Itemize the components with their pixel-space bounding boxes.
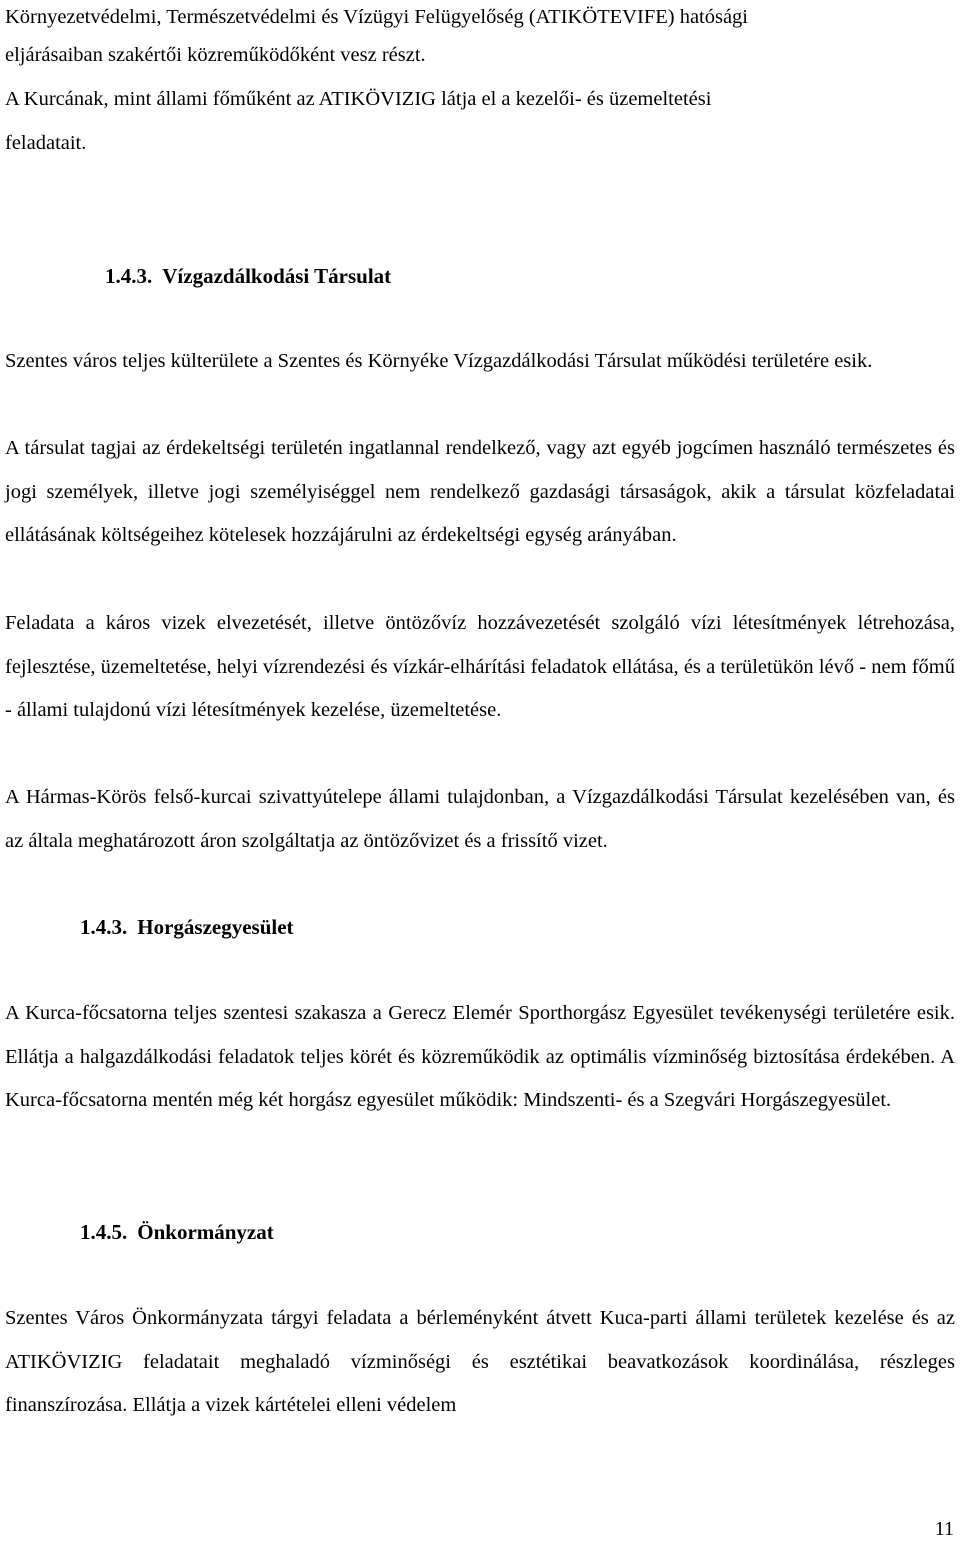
section-number: 1.4.3.	[80, 915, 128, 939]
section-heading	[105, 262, 391, 290]
section-number: 1.4.3.	[105, 264, 153, 288]
section-paragraph: A Hármas-Körös felső-kurcai szivattyútelepe állami tulajdonban, a Vízgazdálkodási Társulat kezelésében van, és az általa meghatározott áron szolgáltatja az öntözővizet és a frissítő vizet.	[5, 786, 955, 852]
intro-line-2: eljárásaiban szakértői közreműködőként vesz részt.	[5, 44, 426, 66]
section-title: Önkormányzat	[137, 1220, 274, 1244]
section-number: 1.4.5.	[80, 1220, 128, 1244]
intro-line-4: feladatait.	[5, 132, 87, 154]
section-paragraph: Szentes város teljes külterülete a Szentes és Környéke Vízgazdálkodási Társulat működési területére esik.	[5, 350, 873, 372]
section-title: Horgászegyesület	[137, 915, 294, 939]
section-paragraph: Feladata a káros vizek elvezetését, illetve öntözővíz hozzávezetését szolgáló vízi létesítmények létrehozása, fejlesztése, üzemeltetése, helyi vízrendezési és vízkár-elhárítási feladatok ellátása, és a területükön lévő - nem főmű - állami tulajdonú vízi létesítmények kezelése, üzemeltetése.	[5, 612, 955, 722]
section-paragraph: A Kurca-főcsatorna teljes szentesi szakasza a Gerecz Elemér Sporthorgász Egyesület tevékenységi területére esik. Ellátja a halgazdálkodási feladatok teljes körét és közreműködik az optimális vízminőség biztosítása érdekében. A Kurca-főcsatorna mentén még két horgász egyesület működik: Mindszenti- és a Szegvári Horgászegyesület.	[5, 1002, 955, 1112]
section-heading	[80, 913, 294, 941]
section-paragraph: A társulat tagjai az érdekeltségi területén ingatlannal rendelkező, vagy azt egyéb jogcímen használó természetes és jogi személyek, illetve jogi személyiséggel nem rendelkező gazdasági társaságok, akik a társulat közfeladatai ellátásának költségeihez kötelesek hozzájárulni az érdekeltségi egység arányában.	[5, 437, 955, 547]
section-heading	[80, 1218, 274, 1246]
intro-line-3: A Kurcának, mint állami főműként az ATIKÖVIZIG látja el a kezelői- és üzemeltetési	[5, 88, 712, 110]
section-title: Vízgazdálkodási Társulat	[162, 264, 392, 288]
section-paragraph: Szentes Város Önkormányzata tárgyi feladata a bérleményként átvett Kuca-parti állami területek kezelése és az ATIKÖVIZIG feladatait meghaladó vízminőségi és esztétikai beavatkozások koordinálása, részleges finanszírozása. Ellátja a vizek kártételei elleni védelem	[5, 1307, 955, 1417]
intro-line-1: Környezetvédelmi, Természetvédelmi és Vízügyi Felügyelőség (ATIKÖTEVIFE) hatósági	[5, 6, 749, 28]
page-number: 11	[934, 1518, 954, 1540]
